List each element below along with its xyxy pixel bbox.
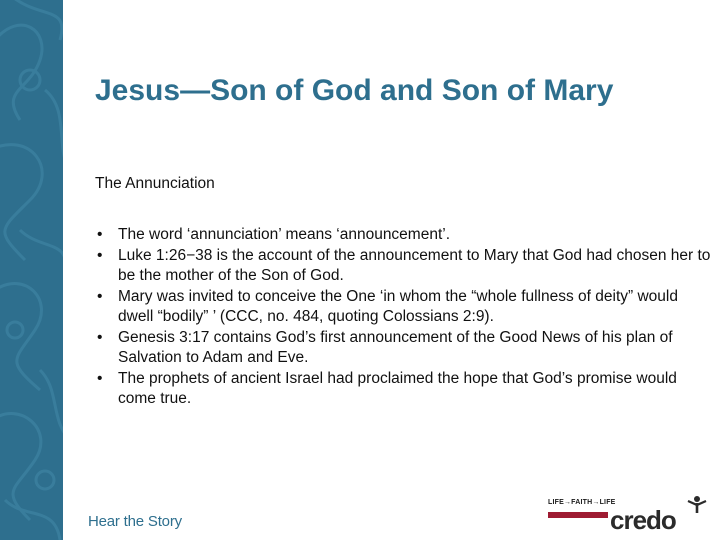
logo-tagline: LIFE→FAITH→LIFE (548, 499, 616, 506)
list-item (95, 225, 715, 246)
bullet-text: Genesis 3:17 contains God’s first announcement of the Good News of his plan of Salvation to Adam and Eve. (118, 328, 673, 366)
bullet-text: Luke 1:26−38 is the account of the announcement to Mary that God had chosen her to be the mother of the Son of God. (118, 246, 711, 284)
figure-with-raised-arms-icon (686, 495, 708, 515)
slide-subheading: The Annunciation (95, 175, 215, 192)
bullet-icon: • (97, 226, 103, 243)
decorative-side-band (0, 0, 63, 540)
bullet-icon: • (97, 246, 103, 264)
bullet-text: The prophets of ancient Israel had proclaimed the hope that God’s promise would come true. (118, 369, 677, 407)
bullet-icon: • (97, 328, 103, 346)
logo-red-bar (548, 512, 608, 518)
bullet-text: Mary was invited to conceive the One ‘in whom the “whole fullness of deity” would dwell “bodily” ’ (CCC, no. 484, quoting Colossians 2:9). (118, 287, 678, 325)
bullet-list (95, 225, 715, 410)
bullet-icon: • (97, 369, 103, 387)
bullet-text: The word ‘annunciation’ means ‘announcement’. (118, 226, 451, 243)
logo-wordmark: credo (610, 505, 676, 535)
swirl-pattern-icon (0, 0, 63, 540)
list-item (95, 246, 715, 287)
credo-logo (548, 495, 710, 535)
series-label: Hear the Story (88, 513, 182, 530)
list-item (95, 287, 715, 328)
bullet-icon: • (97, 287, 103, 305)
list-item (95, 328, 715, 369)
list-item (95, 369, 715, 410)
slide-title: Jesus—Son of God and Son of Mary (95, 74, 614, 107)
